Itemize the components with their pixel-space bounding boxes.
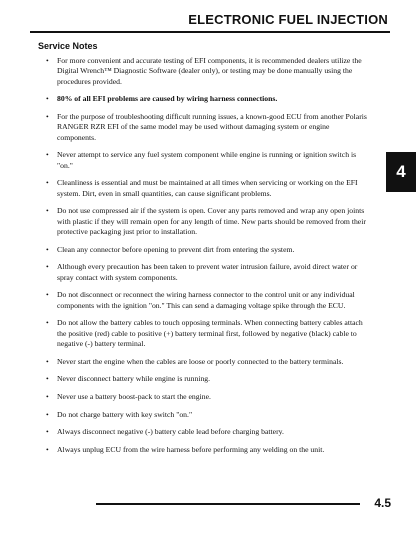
bullet-icon: • (46, 112, 49, 121)
note-item (46, 112, 368, 143)
bullet-icon: • (46, 56, 49, 65)
note-text: Clean any connector before opening to prevent dirt from entering the system. (57, 244, 295, 254)
note-text: Do not use compressed air if the system is open. Cover any parts removed and wrap any open joints with plastic if they will remain open for any length of time. New parts should be removed from their protective packaging just prior to installation. (57, 206, 366, 237)
chapter-tab: 4 (386, 152, 416, 192)
note-item (46, 410, 368, 420)
section-heading: Service Notes (38, 41, 98, 51)
note-item (46, 150, 368, 171)
note-text: Always disconnect negative (-) battery cable lead before charging battery. (57, 427, 284, 437)
note-item (46, 392, 368, 402)
note-item (46, 445, 368, 455)
note-text: For the purpose of troubleshooting difficult running issues, a known-good ECU from another Polaris RANGER RZR EFI of the same model may be used without damaging system or engine components. (57, 112, 367, 142)
bullet-icon: • (46, 244, 49, 254)
footer-rule (96, 503, 360, 505)
note-item (46, 427, 368, 437)
bullet-icon: • (46, 94, 49, 104)
note-text-emphasis: 80% of all EFI problems are caused by wiring harness connections. (57, 94, 278, 104)
bullet-icon: • (46, 427, 49, 437)
bullet-icon: • (46, 290, 49, 300)
note-text: Never use a battery boost-pack to start the engine. (57, 392, 211, 401)
note-item (46, 290, 368, 311)
note-item (46, 357, 368, 367)
note-text: Do not allow the battery cables to touch opposing terminals. When connecting battery cables attach the positive (red) cable to positive (+) battery terminal first, followed by negative (black) cable to negative (-) battery terminal. (57, 318, 363, 349)
note-item (46, 178, 368, 199)
note-item (46, 245, 368, 255)
note-item (46, 94, 368, 104)
service-notes-list (46, 56, 368, 462)
bullet-icon: • (46, 206, 49, 216)
bullet-icon: • (46, 178, 49, 188)
note-text: Never disconnect battery while engine is running. (57, 374, 211, 384)
note-text: Do not charge battery with key switch "on." (57, 409, 193, 419)
note-text: Do not disconnect or reconnect the wiring harness connector to the control unit or any individual components with the ignition "on." This can send a damaging voltage spike through the ECU. (57, 290, 355, 310)
bullet-icon: • (46, 444, 49, 454)
page-number: 4.5 (374, 496, 391, 510)
bullet-icon: • (46, 262, 49, 272)
note-text: For more convenient and accurate testing of EFI components, it is recommended dealers utilize the Digital Wrench™ Diagnostic Software (dealer only), or testing may be done manually using the procedures provided. (57, 56, 362, 86)
bullet-icon: • (46, 150, 49, 160)
note-item (46, 262, 368, 283)
bullet-icon: • (46, 374, 49, 384)
header-title: ELECTRONIC FUEL INJECTION (188, 12, 388, 27)
note-text: Never attempt to service any fuel system component while engine is running or ignition switch is "on." (57, 150, 357, 170)
note-text: Always unplug ECU from the wire harness before performing any welding on the unit. (57, 444, 325, 454)
note-text: Never start the engine when the cables are loose or poorly connected to the battery terminals. (57, 356, 344, 366)
note-item (46, 318, 368, 349)
note-item (46, 56, 368, 87)
note-item (46, 206, 368, 237)
header-rule (30, 31, 390, 33)
note-text: Although every precaution has been taken to prevent water intrusion failure, avoid direct water or spray contact with system components. (57, 262, 358, 282)
bullet-icon: • (46, 392, 49, 401)
note-item (46, 374, 368, 384)
bullet-icon: • (46, 356, 49, 366)
bullet-icon: • (46, 409, 49, 419)
bullet-icon: • (46, 318, 49, 328)
note-text: Cleanliness is essential and must be maintained at all times when servicing or working on the EFI system. Dirt, even in small quantities, can cause significant problems. (57, 178, 358, 198)
